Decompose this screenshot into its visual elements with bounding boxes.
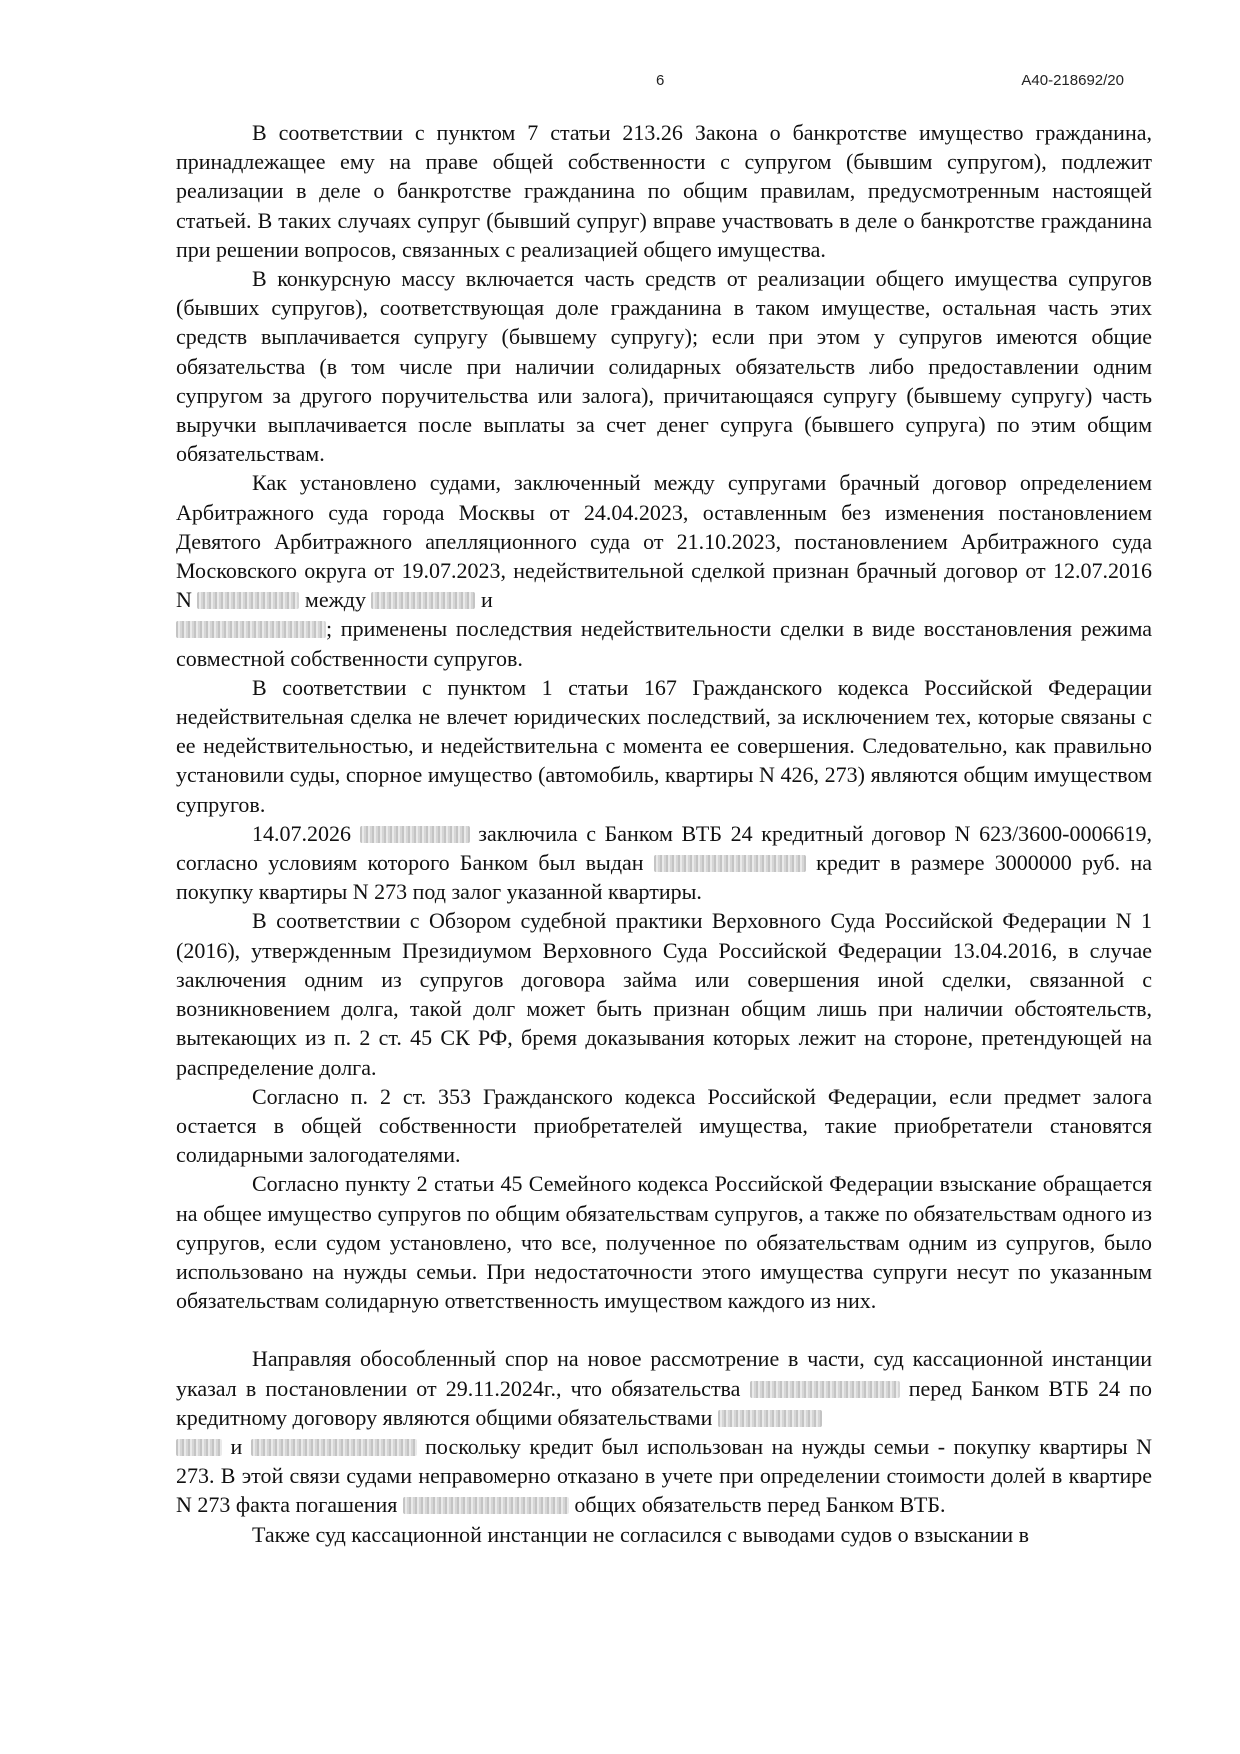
redacted-text <box>176 621 326 638</box>
paragraph: Как установлено судами, заключенный между супругами брачный договор определением Арбитражного суда города Москвы от 24.04.2023, оставленным без изменения постановлением Девятого Арбитражного апелляционного суда от 21.10.2023, постановлением Арбитражного суда Московского округа от 19.07.2023, недействительной сделкой признан брачный договор от 12.07.2016 N между и ; применены последствия недействительности сделки в виде восстановления режима совместной собственности супругов. <box>176 470 1152 671</box>
case-number: А40-218692/20 <box>1021 72 1124 89</box>
paragraph: Согласно п. 2 ст. 353 Гражданского кодекса Российской Федерации, если предмет залога остается в общей собственности приобретателей имущества, такие приобретатели становятся солидарными залогодателями. <box>176 1083 1152 1168</box>
redacted-text <box>718 1410 822 1427</box>
redacted-text <box>360 826 470 843</box>
paragraph: 14.07.2026 заключила с Банком ВТБ 24 кредитный договор N 623/3600-0006619, согласно условиям которого Банком был выдан кредит в размере 3000000 руб. на покупку квартиры N 273 под залог указанной квартиры. <box>176 820 1153 905</box>
paragraph: В конкурсную массу включается часть средств от реализации общего имущества супругов (бывших супругов), соответствующая доле гражданина в таком имуществе, остальная часть этих средств выплачивается супругу (бывшему супругу); если при этом у супругов имеются общие обязательства (в том числе при наличии солидарных обязательств либо предоставлении одним супругом за другого поручительства или залога), причитающаяся супругу (бывшему супругу) часть выручки выплачивается после выплаты за счет денег супруга (бывшего супруга) по этим общим обязательствам. <box>176 266 1152 467</box>
redacted-text <box>371 592 475 609</box>
paragraph: В соответствии с Обзором судебной практики Верховного Суда Российской Федерации N 1 (2016), утвержденным Президиумом Верховного Суда Российской Федерации 13.04.2016, в случае заключения одним из супругов договора займа или совершения иной сделки, связанной с возникновением долга, такой долг может быть признан общим лишь при наличии обстоятельств, вытекающих из п. 2 ст. 45 СК РФ, бремя доказывания которых лежит на стороне, претендующей на распределение долга. <box>176 908 1152 1080</box>
paragraph: Направляя обособленный спор на новое рассмотрение в части, суд кассационной инстанции указал в постановлении от 29.11.2024г., что обязательства перед Банком ВТБ 24 по кредитному договору являются общими обязательствами и поскольку кредит был использован на нужды семьи - покупку квартиры N 273. В этой связи судами неправомерно отказано в учете при определении стоимости долей в квартире N 273 факта погашения общих обязательств перед Банком ВТБ. <box>176 1346 1152 1518</box>
redacted-text <box>750 1381 900 1398</box>
redacted-text <box>176 1439 222 1456</box>
redacted-text <box>251 1439 417 1456</box>
redacted-text <box>654 855 806 872</box>
page-number: 6 <box>656 72 665 89</box>
paragraph: Согласно пункту 2 статьи 45 Семейного кодекса Российской Федерации взыскание обращается на общее имущество супругов по общим обязательствам супругов, а также по обязательствам одного из супругов, если судом установлено, что все, полученное по обязательствам одним из супругов, было использовано на нужды семьи. При недостаточности этого имущества супруги несут по указанным обязательствам солидарную ответственность имуществом каждого из них. <box>176 1171 1152 1314</box>
redacted-text <box>197 592 299 609</box>
paragraph: В соответствии с пунктом 1 статьи 167 Гражданского кодекса Российской Федерации недействительная сделка не влечет юридических последствий, за исключением тех, которые связаны с ее недействительностью, и недействительна с момента ее совершения. Следовательно, как правильно установили суды, спорное имущество (автомобиль, квартиры N 426, 273) являются общим имуществом супругов. <box>176 674 1152 817</box>
redacted-text <box>403 1497 569 1514</box>
document-body <box>176 118 1152 1549</box>
paragraph: В соответствии с пунктом 7 статьи 213.26 Закона о банкротстве имущество гражданина, принадлежащее ему на праве общей собственности с супругом (бывшим супругом), подлежит реализации в деле о банкротстве гражданина по общим правилам, предусмотренным настоящей статьей. В таких случаях супруг (бывший супруг) вправе участвовать в деле о банкротстве гражданина при решении вопросов, связанных с реализацией общего имущества. <box>176 120 1152 262</box>
paragraph: Также суд кассационной инстанции не согласился с выводами судов о взыскании в <box>252 1521 1030 1547</box>
